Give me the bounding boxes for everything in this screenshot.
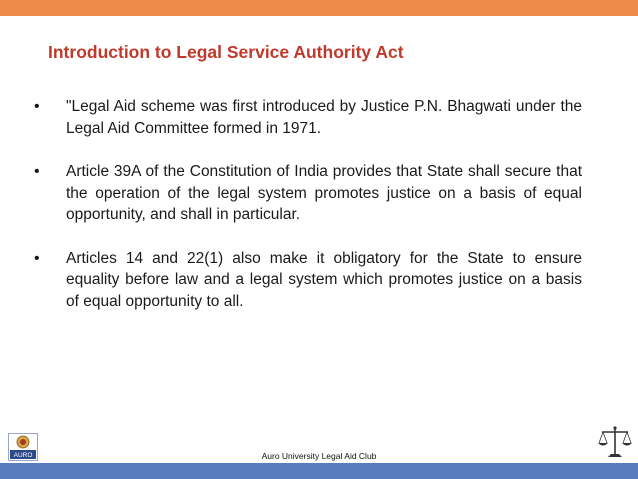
logo-text: AURO xyxy=(13,452,33,459)
bullet-list xyxy=(34,96,582,334)
slide-title: Introduction to Legal Service Authority Act xyxy=(48,42,404,62)
bullet-item: • Article 39A of the Constitution of India provides that State shall secure that the operation of the legal system promotes justice on a basis of equal opportunity, and shall in particular. xyxy=(34,161,582,226)
top-accent-bar xyxy=(0,0,638,16)
bullet-item: • Articles 14 and 22(1) also make it obligatory for the State to ensure equality before law and a legal system which promotes justice on a basis of equal opportunity to all. xyxy=(34,248,582,313)
footer-text: Auro University Legal Aid Club xyxy=(261,451,377,461)
bottom-accent-bar xyxy=(0,463,638,479)
bullet-item: • "Legal Aid scheme was first introduced by Justice P.N. Bhagwati under the Legal Aid Committee formed in 1971. xyxy=(34,96,582,139)
